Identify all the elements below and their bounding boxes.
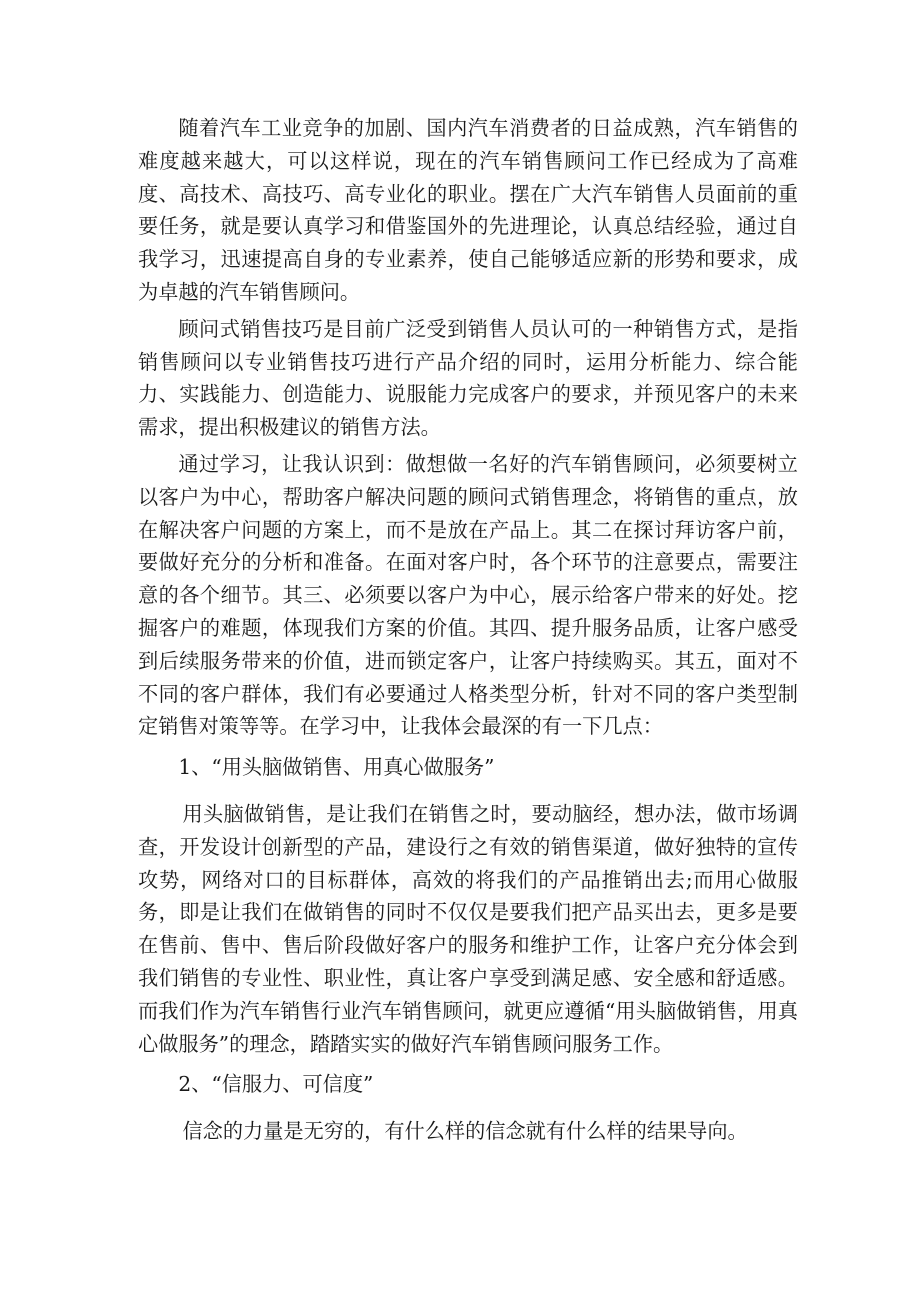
paragraph-intro: 随着汽车工业竞争的加剧、国内汽车消费者的日益成熟，汽车销售的难度越来越大，可以这样说，现在的汽车销售顾问工作已经成为了高难度、高技术、高技巧、高专业化的职业。摆在广大汽车销售人员面前的重要任务，就是要认真学习和借鉴国外的先进理论，认真总结经验，通过自我学习，迅速提高自身的专业素养，使自己能够适应新的形势和要求，成为卓越的汽车销售顾问。: [138, 116, 798, 304]
document-body: [138, 112, 798, 1152]
section-heading-2: 2、“信服力、可信度”: [178, 1072, 374, 1097]
paragraph-section-1: 用头脑做销售，是让我们在销售之时，要动脑经，想办法，做市场调查，开发设计创新型的产品，建设行之有效的销售渠道，做好独特的宣传攻势，网络对口的目标群体，高效的将我们的产品推销出去;而用心做服务，即是让我们在做销售的同时不仅仅是要我们把产品买出去，更多是要在售前、售中、售后阶段做好客户的服务和维护工作，让客户充分体会到我们销售的专业性、职业性，真让客户享受到满足感、安全感和舒适感。而我们作为汽车销售行业汽车销售顾问，就更应遵循“用头脑做销售，用真心做服务”的理念，踏踏实实的做好汽车销售顾问服务工作。: [138, 801, 798, 1056]
paragraph-section-2: 信念的力量是无穷的，有什么样的信念就有什么样的结果导向。: [182, 1119, 748, 1144]
paragraph-consultative-selling: 顾问式销售技巧是目前广泛受到销售人员认可的一种销售方式，是指销售顾问以专业销售技巧进行产品介绍的同时，运用分析能力、综合能力、实践能力、创造能力、说服能力完成客户的要求，并预见客户的未来需求，提出积极建议的销售方法。: [138, 316, 798, 440]
section-heading-1: 1、“用头脑做销售、用真心做服务”: [178, 755, 495, 780]
paragraph-learning-insights: 通过学习，让我认识到：做想做一名好的汽车销售顾问，必须要树立以客户为中心，帮助客户解决问题的顾问式销售理念，将销售的重点，放在解决客户问题的方案上，而不是放在产品上。其二在探讨拜访客户前，要做好充分的分析和准备。在面对客户时，各个环节的注意要点，需要注意的各个细节。其三、必须要以客户为中心，展示给客户带来的好处。挖掘客户的难题，体现我们方案的价值。其四、提升服务品质，让客户感受到后续服务带来的价值，进而锁定客户，让客户持续购买。其五，面对不不同的客户群体，我们有必要通过人格类型分析，针对不同的客户类型制定销售对策等等。在学习中，让我体会最深的有一下几点：: [138, 451, 798, 739]
